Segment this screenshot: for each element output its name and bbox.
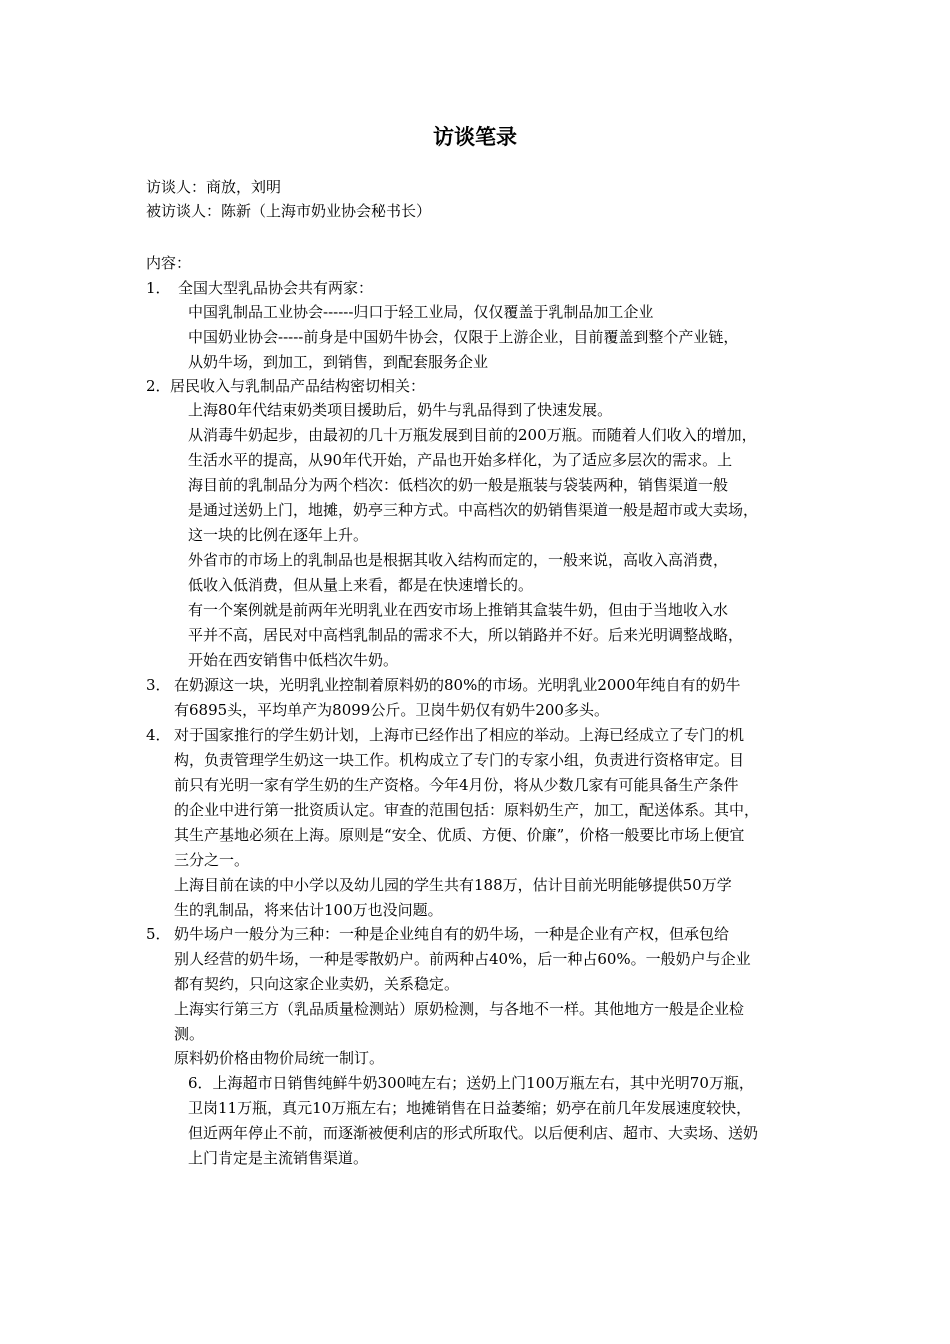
text-line: 测。	[174, 1025, 205, 1043]
item-3-body	[174, 673, 741, 723]
text-line: 但近两年停止不前，而逐渐被便利店的形式所取代。以后便利店、超市、大卖场、送奶	[188, 1124, 759, 1142]
text-line: 低收入低消费，但从量上来看，都是在快速增长的。	[188, 576, 534, 594]
item-5-para-1	[174, 922, 751, 997]
interviewer-line: 访谈人：商放，刘明	[146, 178, 282, 196]
text-line: 有6895头，平均单产为8099公斤。卫岗牛奶仅有奶牛200多头。	[174, 701, 609, 719]
text-line: 在奶源这一块，光明乳业控制着原料奶的80%的市场。光明乳业2000年纯自有的奶牛	[174, 676, 741, 694]
text-line: 中国乳制品工业协会------归口于轻工业局，仅仅覆盖于乳制品加工企业	[188, 303, 654, 321]
text-line: 其生产基地必须在上海。原则是“安全、优质、方便、价廉”，价格一般要比市场上便宜	[174, 826, 745, 844]
text-line: 是通过送奶上门，地摊，奶亭三种方式。中高档次的奶销售渠道一般是超市或大卖场，	[188, 501, 759, 519]
text-line: 的企业中进行第一批资质认定。审查的范围包括：原料奶生产，加工，配送体系。其中，	[174, 801, 760, 819]
text-line: 上门肯定是主流销售渠道。	[188, 1149, 369, 1167]
item-2-para-2	[188, 423, 758, 548]
text-line: 奶牛场户一般分为三种：一种是企业纯自有的奶牛场，一种是企业有产权，但承包给	[174, 925, 730, 943]
text-line: 生活水平的提高，从90年代开始，产品也开始多样化，为了适应多层次的需求。上	[188, 451, 733, 469]
item-5-para-3	[174, 1046, 384, 1071]
text-line: 原料奶价格由物价局统一制订。	[174, 1049, 385, 1067]
item-6-body	[188, 1071, 758, 1171]
content-label: 内容：	[146, 254, 192, 272]
text-line: 上海80年代结束奶类项目援助后，奶牛与乳品得到了快速发展。	[188, 401, 613, 419]
item-4-number: 4．	[146, 726, 171, 744]
item-4-para-1	[174, 723, 759, 873]
item-2-para-4	[188, 598, 743, 673]
text-line: 对于国家推行的学生奶计划，上海市已经作出了相应的举动。上海已经成立了专门的机	[174, 726, 745, 744]
text-line: 6．上海超市日销售纯鲜牛奶300吨左右；送奶上门100万瓶左右，其中光明70万瓶，	[188, 1074, 754, 1092]
item-1-body	[188, 300, 738, 375]
text-line: 上海目前在读的中小学以及幼儿园的学生共有188万，估计目前光明能够提供50万学	[174, 876, 732, 894]
item-3-number: 3．	[146, 676, 171, 694]
item-2-number: 2．	[146, 377, 171, 395]
item-4-para-2	[174, 873, 732, 923]
text-line: 中国奶业协会-----前身是中国奶牛协会，仅限于上游企业，目前覆盖到整个产业链，	[188, 328, 739, 346]
text-line: 从奶牛场，到加工，到销售，到配套服务企业	[188, 353, 489, 371]
text-line: 都有契约，只向这家企业卖奶，关系稳定。	[174, 975, 460, 993]
text-line: 前只有光明一家有学生奶的生产资格。今年4月份，将从少数几家有可能具备生产条件	[174, 776, 739, 794]
item-1-number: 1．	[146, 279, 171, 297]
item-5-para-2	[174, 997, 744, 1047]
text-line: 这一块的比例在逐年上升。	[188, 526, 369, 544]
text-line: 上海实行第三方（乳品质量检测站）原奶检测，与各地不一样。其他地方一般是企业检	[174, 1000, 745, 1018]
item-1-heading: 全国大型乳品协会共有两家：	[178, 279, 374, 297]
text-line: 外省市的市场上的乳制品也是根据其收入结构而定的，一般来说，高收入高消费，	[188, 551, 729, 569]
text-line: 卫岗11万瓶，真元10万瓶左右；地摊销售在日益萎缩；奶亭在前几年发展速度较快，	[188, 1099, 752, 1117]
text-line: 构，负责管理学生奶这一块工作。机构成立了专门的专家小组，负责进行资格审定。目	[174, 751, 745, 769]
item-2-para-3	[188, 548, 728, 598]
text-line: 开始在西安销售中低档次牛奶。	[188, 651, 399, 669]
document-title: 访谈笔录	[433, 124, 517, 149]
item-5-number: 5．	[146, 925, 171, 943]
item-2-heading: 居民收入与乳制品产品结构密切相关：	[170, 377, 426, 395]
text-line: 三分之一。	[174, 851, 250, 869]
text-line: 海目前的乳制品分为两个档次：低档次的奶一般是瓶装与袋装两种，销售渠道一般	[188, 476, 729, 494]
text-line: 别人经营的奶牛场，一种是零散奶户。前两种占40%，后一种占60%。一般奶户与企业	[174, 950, 751, 968]
text-line: 生的乳制品，将来估计100万也没问题。	[174, 901, 443, 919]
item-2-para-1	[188, 398, 612, 423]
text-line: 有一个案例就是前两年光明乳业在西安市场上推销其盒装牛奶，但由于当地收入水	[188, 601, 729, 619]
interviewee-line: 被访谈人：陈新（上海市奶业协会秘书长）	[146, 202, 432, 220]
text-line: 从消毒牛奶起步，由最初的几十万瓶发展到目前的200万瓶。而随着人们收入的增加，	[188, 426, 757, 444]
text-line: 平并不高，居民对中高档乳制品的需求不大，所以销路并不好。后来光明调整战略，	[188, 626, 744, 644]
